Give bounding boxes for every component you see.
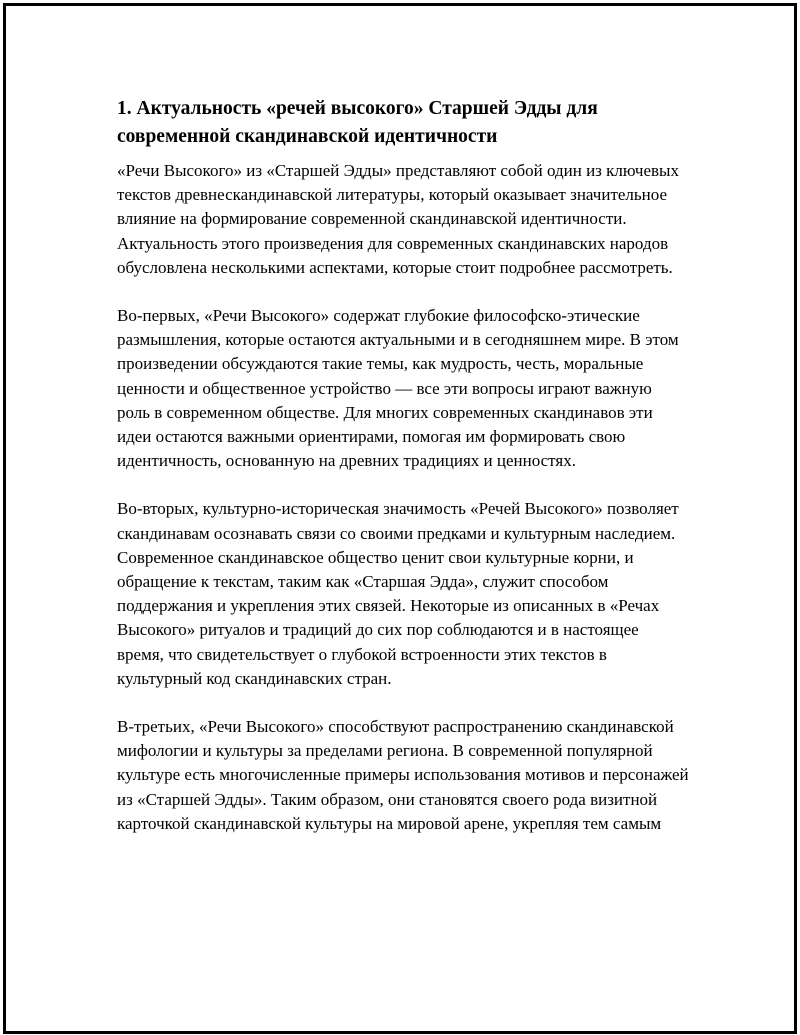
paragraph-second-point: Во-вторых, культурно-историческая значимость «Речей Высокого» позволяет скандинавам осознавать связи со своими предками и культурным наследием. Современное скандинавское общество ценит свои культурные корни, и обращение к текстам, таким как «Старшая Эдда», служит способом поддержания и укрепления этих связей. Некоторые из описанных в «Речах Высокого» ритуалов и традиций до сих пор соблюдаются и в настоящее время, что свидетельствует о глубокой встроенности этих текстов в культурный код скандинавских стран. [117, 499, 679, 688]
document-body [117, 95, 689, 836]
paragraph-third-point: В-третьих, «Речи Высокого» способствуют распространению скандинавской мифологии и культуры за пределами региона. В современной популярной культуре есть многочисленные примеры использования мотивов и персонажей из «Старшей Эдды». Таким образом, они становятся своего рода визитной карточкой скандинавской культуры на мировой арене, укрепляя тем самым [117, 717, 689, 833]
paragraph-intro: «Речи Высокого» из «Старшей Эдды» представляют собой один из ключевых текстов древнескандинавской литературы, который оказывает значительное влияние на формирование современной скандинавской идентичности. Актуальность этого произведения для современных скандинавских народов обусловлена несколькими аспектами, которые стоит подробнее рассмотреть. [117, 161, 679, 277]
paragraph-first-point: Во-первых, «Речи Высокого» содержат глубокие философско-этические размышления, которые остаются актуальными и в сегодняшнем мире. В этом произведении обсуждаются такие темы, как мудрость, честь, моральные ценности и общественное устройство — все эти вопросы играют важную роль в современном обществе. Для многих современных скандинавов эти идеи остаются важными ориентирами, помогая им формировать свою идентичность, основанную на древних традициях и ценностях. [117, 306, 679, 471]
section-title: 1. Актуальность «речей высокого» Старшей Эдды для современной скандинавской идентичности [117, 98, 598, 147]
